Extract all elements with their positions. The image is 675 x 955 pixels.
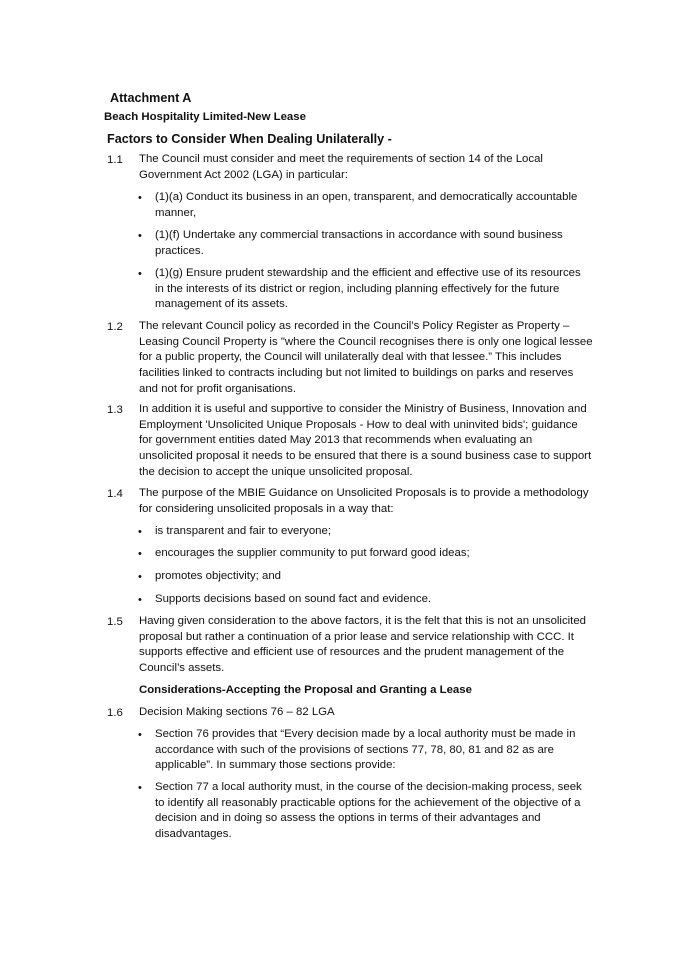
paragraph-line: and not for profit organisations.: [139, 382, 297, 395]
bullet-line: (1)(f) Undertake any commercial transactions in accordance with sound business: [155, 229, 563, 241]
bullet-line: to identify all reasonably practicable options for the achievement of the objective of a: [155, 796, 581, 809]
bullet-line: Section 77 a local authority must, in the course of the decision-making process, seek: [155, 781, 582, 793]
paragraph-line: The purpose of the MBIE Guidance on Unsolicited Proposals is to provide a methodology: [139, 487, 589, 499]
bullet-item: [155, 592, 605, 608]
considerations-heading: Considerations-Accepting the Proposal and Granting a Lease: [139, 684, 472, 696]
attachment-label: Attachment A: [110, 91, 192, 105]
section-number-1-4: 1.4: [107, 488, 123, 500]
bullet-icon: •: [138, 729, 142, 741]
bullet-line: disadvantages.: [155, 828, 232, 841]
bullet-line: in the interests of its district or region, including planning effectively for the future: [155, 282, 560, 295]
paragraph-line: Leasing Council Property is "where the Council recognises there is only one logical lessee: [139, 335, 593, 348]
bullet-icon: •: [138, 230, 142, 242]
paragraph-1-3: [139, 402, 599, 481]
bullet-line: is transparent and fair to everyone;: [155, 525, 332, 537]
section-number-1-3: 1.3: [107, 404, 123, 416]
bullet-item: [155, 780, 605, 843]
bullet-icon: •: [138, 268, 142, 280]
paragraph-1-6: [139, 705, 599, 721]
section-number-1-2: 1.2: [107, 321, 123, 333]
paragraph-line: Having given consideration to the above factors, it is the felt that this is not an unsolicited: [139, 615, 587, 627]
paragraph-line: Government Act 2002 (LGA) in particular:: [139, 168, 348, 181]
bullet-line: (1)(a) Conduct its business in an open, transparent, and democratically accountable: [155, 191, 578, 203]
bullet-line: (1)(g) Ensure prudent stewardship and the efficient and effective use of its resources: [155, 267, 581, 279]
bullet-icon: •: [138, 192, 142, 204]
bullet-item: [155, 524, 605, 540]
bullet-icon: •: [138, 526, 142, 538]
bullet-line: Section 76 provides that “Every decision made by a local authority must be made in: [155, 728, 576, 740]
bullet-item: [155, 546, 605, 562]
paragraph-1-5: [139, 614, 599, 677]
bullet-item: [155, 190, 605, 221]
paragraph-1-1: [139, 152, 599, 183]
bullet-item: [155, 569, 605, 585]
bullet-item: [155, 228, 605, 259]
paragraph-line: In addition it is useful and supportive to consider the Ministry of Business, Innovation and: [139, 403, 587, 415]
bullet-line: accordance with such of the provisions of sections 77, 78, 80, 81 and 82 as are: [155, 743, 554, 756]
section-number-1-6: 1.6: [107, 707, 123, 719]
bullet-icon: •: [138, 548, 142, 560]
paragraph-line: for government entities dated May 2013 that recommends when evaluating an: [139, 434, 533, 447]
paragraph-1-4: [139, 486, 599, 517]
paragraph-line: Council’s assets.: [139, 662, 225, 675]
bullet-line: applicable”. In summary those sections provide:: [155, 759, 396, 772]
bullet-line: encourages the supplier community to put forward good ideas;: [155, 547, 470, 559]
bullet-icon: •: [138, 782, 142, 794]
bullet-line: Supports decisions based on sound fact and evidence.: [155, 593, 432, 605]
paragraph-line: the decision to accept the unique unsolicited proposal.: [139, 465, 413, 478]
bullet-icon: •: [138, 571, 142, 583]
section-heading: Factors to Consider When Dealing Unilaterally -: [107, 132, 392, 146]
section-number-1-1: 1.1: [107, 154, 123, 166]
bullet-line: manner,: [155, 206, 197, 219]
paragraph-line: Decision Making sections 76 – 82 LGA: [139, 706, 335, 718]
bullet-item: [155, 266, 605, 313]
paragraph-line: for considering unsolicited proposals in a way that:: [139, 502, 394, 515]
paragraph-line: The Council must consider and meet the requirements of section 14 of the Local: [139, 153, 543, 165]
bullet-line: decision and in doing so assess the options in terms of their advantages and: [155, 812, 541, 825]
paragraph-line: proposal but rather a continuation of a prior lease and service relationship with CCC. It: [139, 630, 574, 643]
paragraph-line: for a public property, the Council will unilaterally deal with that lessee.” This includes: [139, 351, 562, 364]
bullet-line: management of its assets.: [155, 298, 288, 311]
bullet-item: [155, 727, 605, 774]
section-number-1-5: 1.5: [107, 616, 123, 628]
paragraph-line: supports effective and efficient use of resources and the prudent management of the: [139, 646, 565, 659]
paragraph-1-2: [139, 319, 599, 398]
bullet-icon: •: [138, 594, 142, 606]
document-subtitle: Beach Hospitality Limited-New Lease: [104, 111, 306, 123]
paragraph-line: Employment 'Unsolicited Unique Proposals - How to deal with uninvited bids'; guidance: [139, 418, 578, 431]
bullet-line: promotes objectivity; and: [155, 570, 281, 582]
paragraph-line: facilities linked to contracts including but not limited to buildings on parks and reserves: [139, 367, 574, 380]
paragraph-line: The relevant Council policy as recorded in the Council’s Policy Register as Property –: [139, 320, 570, 332]
paragraph-line: unsolicited proposal it needs to be ensured that there is a sound business case to support: [139, 450, 592, 463]
bullet-line: practices.: [155, 244, 204, 257]
